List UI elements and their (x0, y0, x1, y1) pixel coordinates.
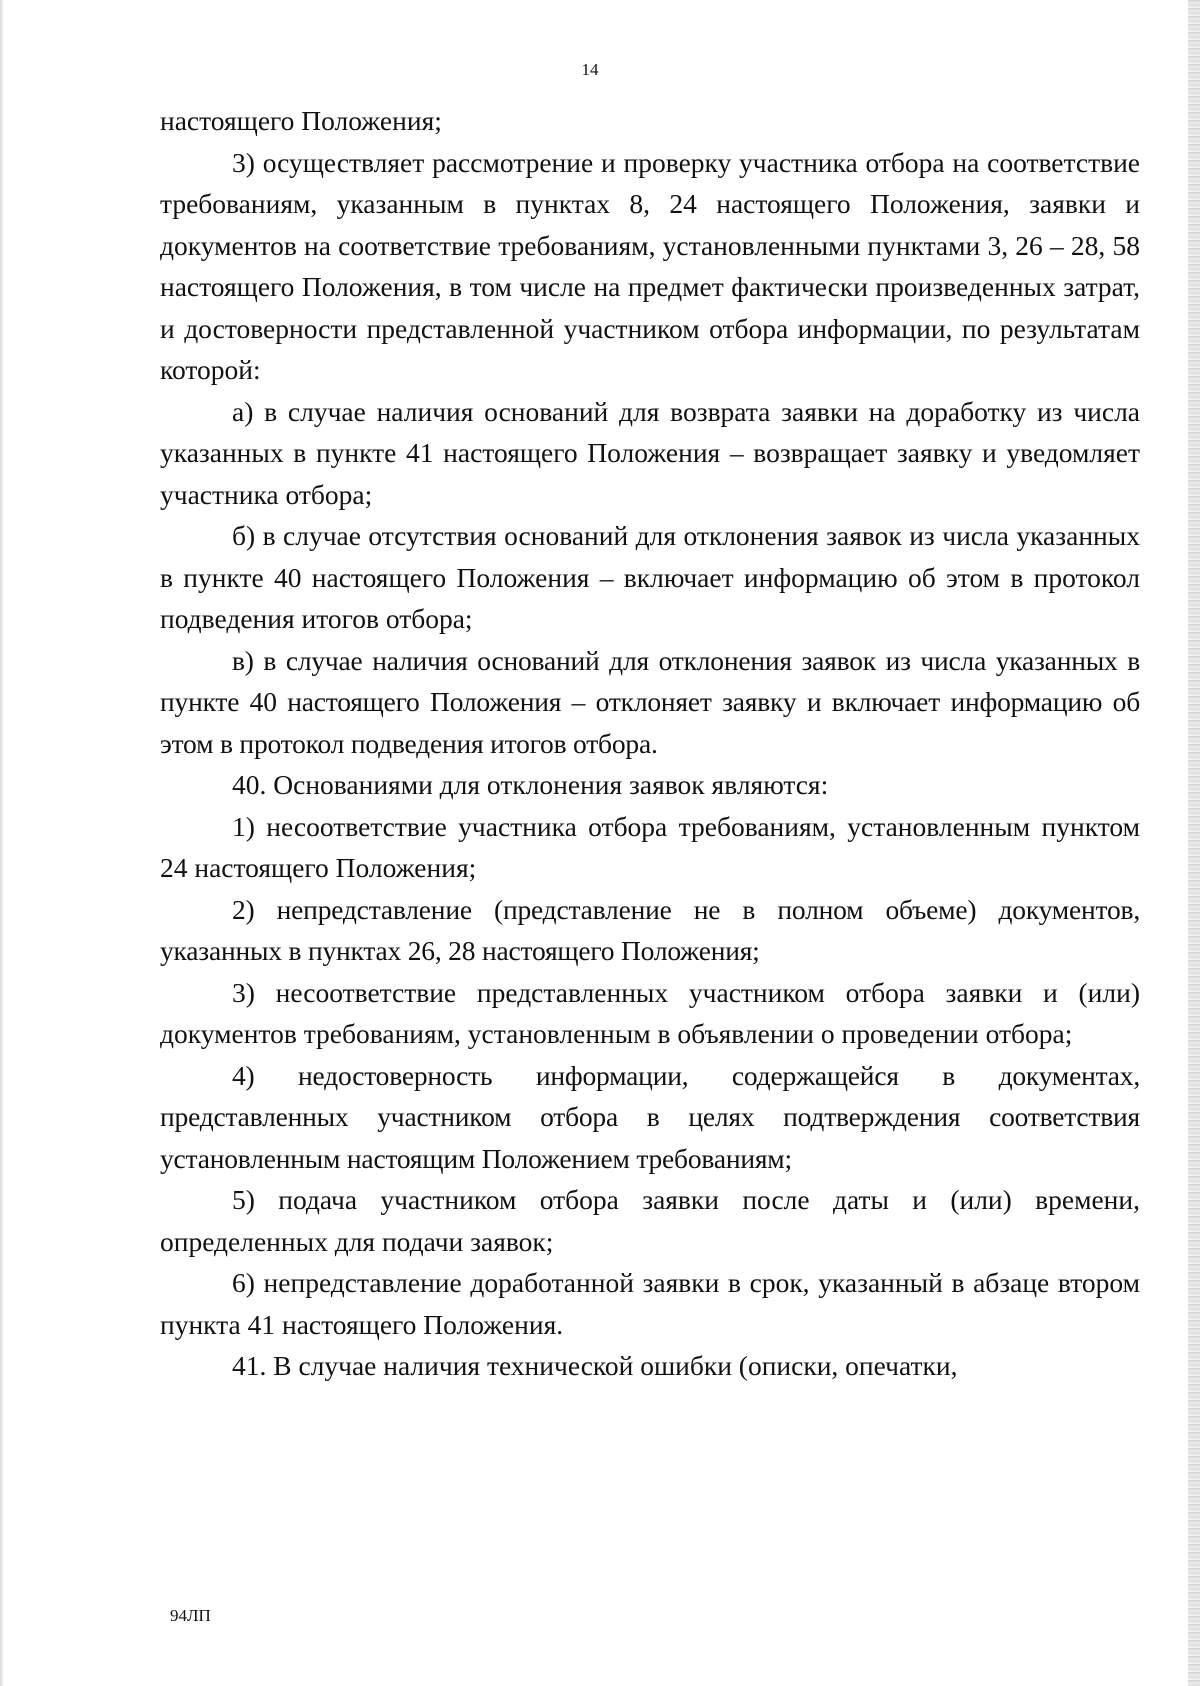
paragraph-40-item-4: 4) недостоверность информации, содержащейся в документах, представленных участником отбора в целях подтверждения соответствия установленным настоящим Положением требованиям; (160, 1059, 1140, 1174)
scan-edge-right (1188, 0, 1200, 1686)
paragraph-clause-40: 40. Основаниями для отклонения заявок являются: (232, 769, 829, 800)
document-body (160, 100, 1140, 1387)
paragraph-40-item-1: 1) несоответствие участника отбора требованиям, установленным пунктом 24 настоящего Положения; (160, 810, 1140, 883)
paragraph-item-3: 3) осуществляет рассмотрение и проверку участника отбора на соответствие требованиям, указанным в пунктах 8, 24 настоящего Положения, заявки и документов на соответствие требованиям, установленными пунктами 3, 26 – 28, 58 настоящего Положения, в том числе на предмет фактически произведенных затрат, и достоверности представленной участником отбора информации, по результатам которой: (160, 146, 1140, 385)
document-code: 94ЛП (170, 1606, 211, 1625)
paragraph-clause-41: 41. В случае наличия технической ошибки (описки, опечатки, (232, 1350, 958, 1381)
paragraph-40-item-6: 6) непредставление доработанной заявки в срок, указанный в абзаце втором пункта 41 настоящего Положения. (160, 1267, 1140, 1340)
paragraph-subitem-b: б) в случае отсутствия оснований для отклонения заявок из числа указанных в пункте 40 настоящего Положения – включает информацию об этом в протокол подведения итогов отбора; (160, 520, 1140, 634)
paragraph-40-item-5: 5) подача участником отбора заявки после даты и (или) времени, определенных для подачи заявок; (160, 1184, 1140, 1257)
page-number: 14 (581, 60, 599, 79)
paragraph-40-item-3: 3) несоответствие представленных участником отбора заявки и (или) документов требованиям, установленным в объявлении о проведении отбора; (160, 976, 1140, 1049)
paragraph-subitem-v: в) в случае наличия оснований для отклонения заявок из числа указанных в пункте 40 настоящего Положения – отклоняет заявку и включает информацию об этом в протокол подведения итогов отбора. (160, 644, 1140, 759)
paragraph-continuation: настоящего Положения; (160, 105, 442, 136)
scan-edge-left (0, 0, 4, 1686)
paragraph-subitem-a: а) в случае наличия оснований для возврата заявки на доработку из числа указанных в пункте 41 настоящего Положения – возвращает заявку и уведомляет участника отбора; (160, 395, 1140, 510)
paragraph-40-item-2: 2) непредставление (представление не в полном объеме) документов, указанных в пунктах 26, 28 настоящего Положения; (160, 893, 1140, 966)
